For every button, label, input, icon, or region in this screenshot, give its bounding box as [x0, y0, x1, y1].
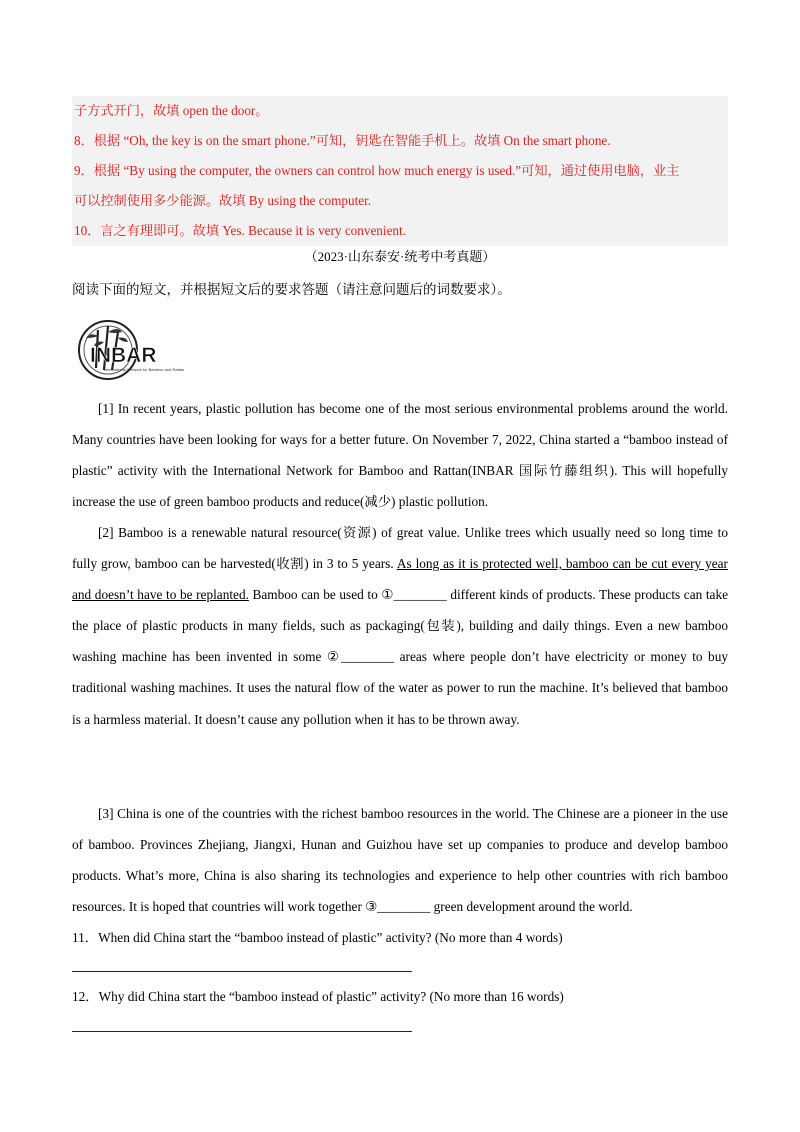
answer-explanation-box [72, 96, 728, 246]
answer-line-11[interactable] [72, 971, 412, 972]
answer-line: 可以控制使用多少能源。故填 By using the computer. [74, 193, 372, 208]
exam-source: （2023·山东泰安·统考中考真题） [304, 249, 496, 264]
answer-line: 子方式开门，故填 open the door。 [74, 103, 269, 118]
paragraph-1 [72, 393, 728, 517]
paragraph-1-text: [1] In recent years, plastic pollution has become one of the most serious environmental problems around the world. Many countries have been looking for ways for a better future. On November 7, 2022, China started a “bamboo instead of plastic” activity with the International Network for Bamboo and Rattan(INBAR 国际竹藤组织). This will hopefully increase the use of green bamboo products and reduce(减少) plastic pollution. [72, 401, 728, 510]
paragraph-3 [72, 798, 728, 922]
reading-instruction: 阅读下面的短文，并根据短文后的要求答题（请注意问题后的词数要求）。 [72, 282, 511, 297]
underlined-sentence: As long as it is protected well, bamboo can be cut every year and doesn’t have to be replanted. [72, 556, 728, 603]
paragraph-2-text-b: Bamboo can be used to ①________ different kinds of products. These products can take the place of plastic products in many fields, such as packaging(包装), building and daily things. Even a new bamboo washing machine has been invented in some ②________ areas where people don’t have electricity or money to buy traditional washing machines. It uses the natural flow of the water as power to run the machine. It’s believed that bamboo is a harmless material. It doesn’t cause any pollution when it has to be thrown away. [72, 587, 728, 727]
inbar-logo [74, 318, 198, 382]
logo-wordmark: INBAR [90, 344, 157, 367]
answer-line-12[interactable] [72, 1031, 412, 1032]
question-11: 11．When did China start the “bamboo instead of plastic” activity? (No more than 4 words) [72, 930, 563, 945]
answer-line: 10．言之有理即可。故填 Yes. Because it is very convenient. [74, 223, 406, 238]
question-12: 12．Why did China start the “bamboo instead of plastic” activity? (No more than 16 words) [72, 989, 564, 1004]
answer-line: 9．根据 “By using the computer, the owners can control how much energy is used.”可知，通过使用电脑，业主 [74, 163, 680, 178]
answer-line: 8．根据 “Oh, the key is on the smart phone.”可知，钥匙在智能手机上。故填 On the smart phone. [74, 133, 611, 148]
paragraph-3-text: [3] China is one of the countries with the richest bamboo resources in the world. The Chinese are a pioneer in the use of bamboo. Provinces Zhejiang, Jiangxi, Hunan and Guizhou have set up companies to produce and develop bamboo products. What’s more, China is also sharing its technologies and experience to help other countries with rich bamboo resources. It is hoped that countries will work together ③________ green development around the world. [72, 806, 728, 915]
paragraph-2-text-a: [2] Bamboo is a renewable natural resource(资源) of great value. Unlike trees which usually need so long time to fully grow, bamboo can be harvested(收割) in 3 to 5 years. [72, 525, 728, 572]
paragraph-2 [72, 517, 728, 735]
logo-subtext: International Network for Bamboo and Rattan [104, 367, 185, 372]
